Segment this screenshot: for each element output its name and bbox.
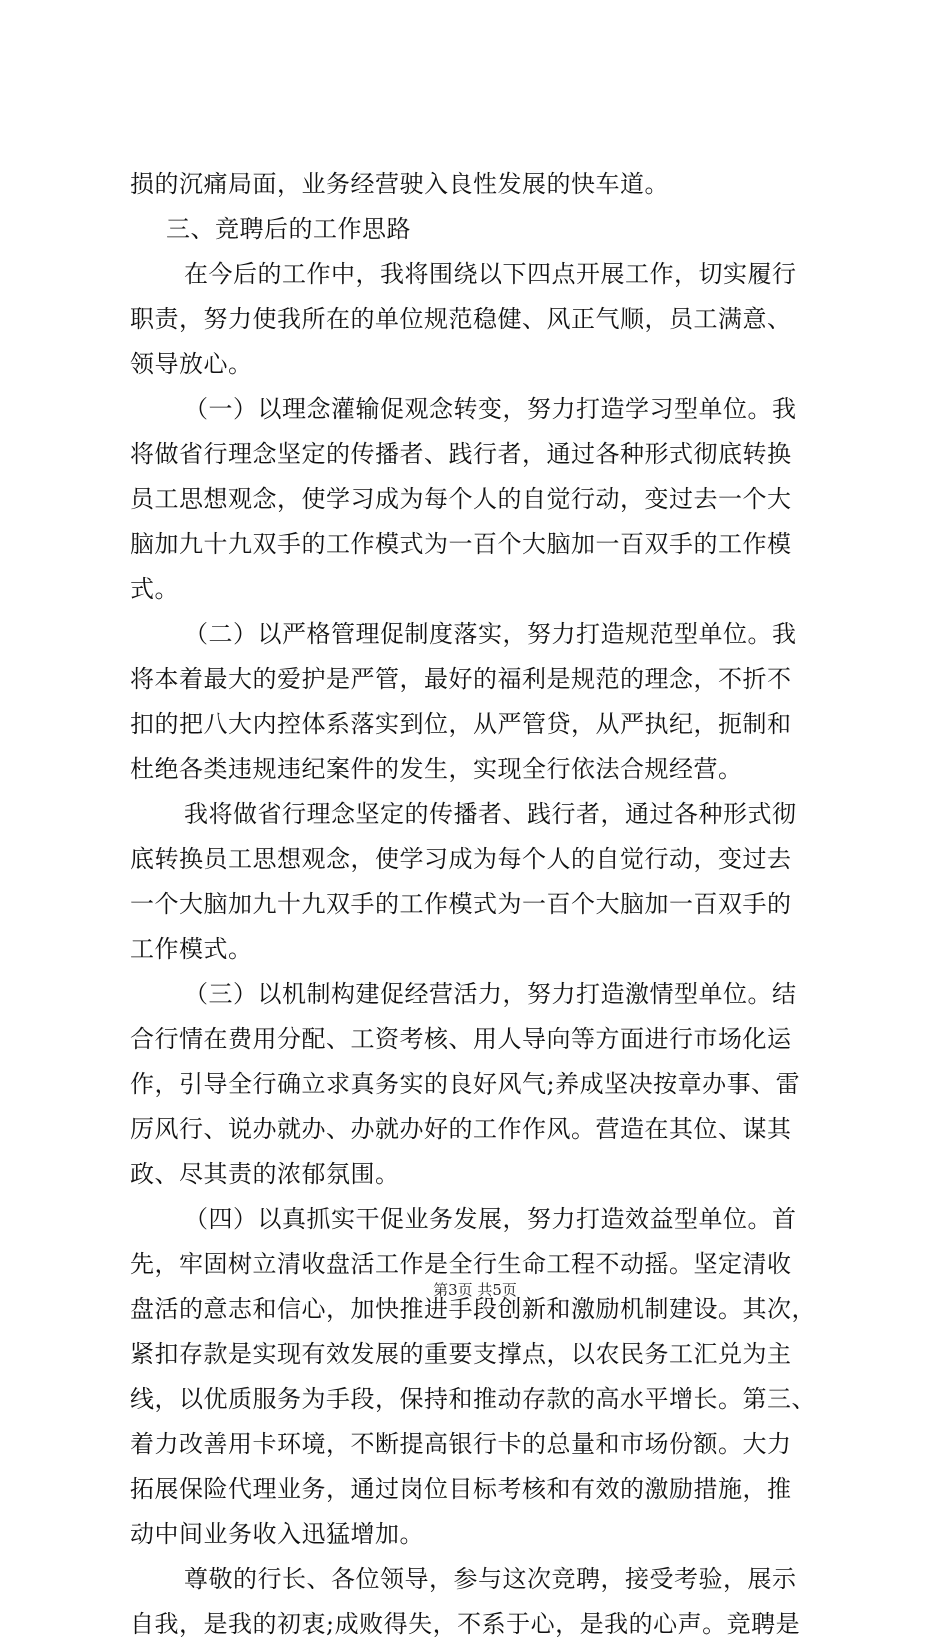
text-line: 先，牢固树立清收盘活工作是全行生命工程不动摇。坚定清收 bbox=[130, 1250, 792, 1278]
text-line: 领导放心。 bbox=[130, 350, 253, 378]
text-line: 员工思想观念，使学习成为每个人的自觉行动，变过去一个大 bbox=[130, 485, 792, 513]
text-line: （一）以理念灌输促观念转变，努力打造学习型单位。我 bbox=[184, 395, 797, 423]
text-line: 杜绝各类违规违纪案件的发生，实现全行依法合规经营。 bbox=[130, 755, 743, 783]
text-line: 底转换员工思想观念，使学习成为每个人的自觉行动，变过去 bbox=[130, 845, 792, 873]
text-line: 拓展保险代理业务，通过岗位目标考核和有效的激励措施，推 bbox=[130, 1475, 792, 1503]
text-line: 政、尽其责的浓郁氛围。 bbox=[130, 1160, 400, 1188]
text-line: 作，引导全行确立求真务实的良好风气;养成坚决按章办事、雷 bbox=[130, 1070, 801, 1098]
text-line: （二）以严格管理促制度落实，努力打造规范型单位。我 bbox=[184, 620, 797, 648]
text-line: 动中间业务收入迅猛增加。 bbox=[130, 1520, 424, 1548]
text-line: （三）以机制构建促经营活力，努力打造激情型单位。结 bbox=[184, 980, 797, 1008]
text-line: 将本着最大的爱护是严管，最好的福利是规范的理念，不折不 bbox=[130, 665, 792, 693]
text-line: 工作模式。 bbox=[130, 935, 253, 963]
text-line: 三、竞聘后的工作思路 bbox=[166, 215, 411, 243]
text-line: 式。 bbox=[130, 575, 179, 603]
text-line: 厉风行、说办就办、办就办好的工作作风。营造在其位、谋其 bbox=[130, 1115, 792, 1143]
text-line: 自我，是我的初衷;成败得失，不系于心，是我的心声。竞聘是 bbox=[130, 1610, 801, 1638]
text-line: 在今后的工作中，我将围绕以下四点开展工作，切实履行 bbox=[184, 260, 797, 288]
text-line: 损的沉痛局面，业务经营驶入良性发展的快车道。 bbox=[130, 170, 669, 198]
text-line: （四）以真抓实干促业务发展，努力打造效益型单位。首 bbox=[184, 1205, 797, 1233]
text-line: 职责，努力使我所在的单位规范稳健、风正气顺，员工满意、 bbox=[130, 305, 792, 333]
text-line: 盘活的意志和信心，加快推进手段创新和激励机制建设。其次， bbox=[130, 1295, 816, 1323]
text-line: 合行情在费用分配、工资考核、用人导向等方面进行市场化运 bbox=[130, 1025, 792, 1053]
text-line: 着力改善用卡环境，不断提高银行卡的总量和市场份额。大力 bbox=[130, 1430, 792, 1458]
text-line: 将做省行理念坚定的传播者、践行者，通过各种形式彻底转换 bbox=[130, 440, 792, 468]
text-line: 扣的把八大内控体系落实到位，从严管贷，从严执纪，扼制和 bbox=[130, 710, 792, 738]
text-line: 线，以优质服务为手段，保持和推动存款的高水平增长。第三、 bbox=[130, 1385, 816, 1413]
text-line: 尊敬的行长、各位领导，参与这次竞聘，接受考验，展示 bbox=[184, 1565, 797, 1593]
text-line: 一个大脑加九十九双手的工作模式为一百个大脑加一百双手的 bbox=[130, 890, 792, 918]
page-footer: 第3页 共5页 bbox=[433, 1281, 517, 1299]
document-body bbox=[130, 162, 830, 1647]
text-line: 紧扣存款是实现有效发展的重要支撑点，以农民务工汇兑为主 bbox=[130, 1340, 792, 1368]
text-line: 我将做省行理念坚定的传播者、践行者，通过各种形式彻 bbox=[184, 800, 797, 828]
text-line: 脑加九十九双手的工作模式为一百个大脑加一百双手的工作模 bbox=[130, 530, 792, 558]
